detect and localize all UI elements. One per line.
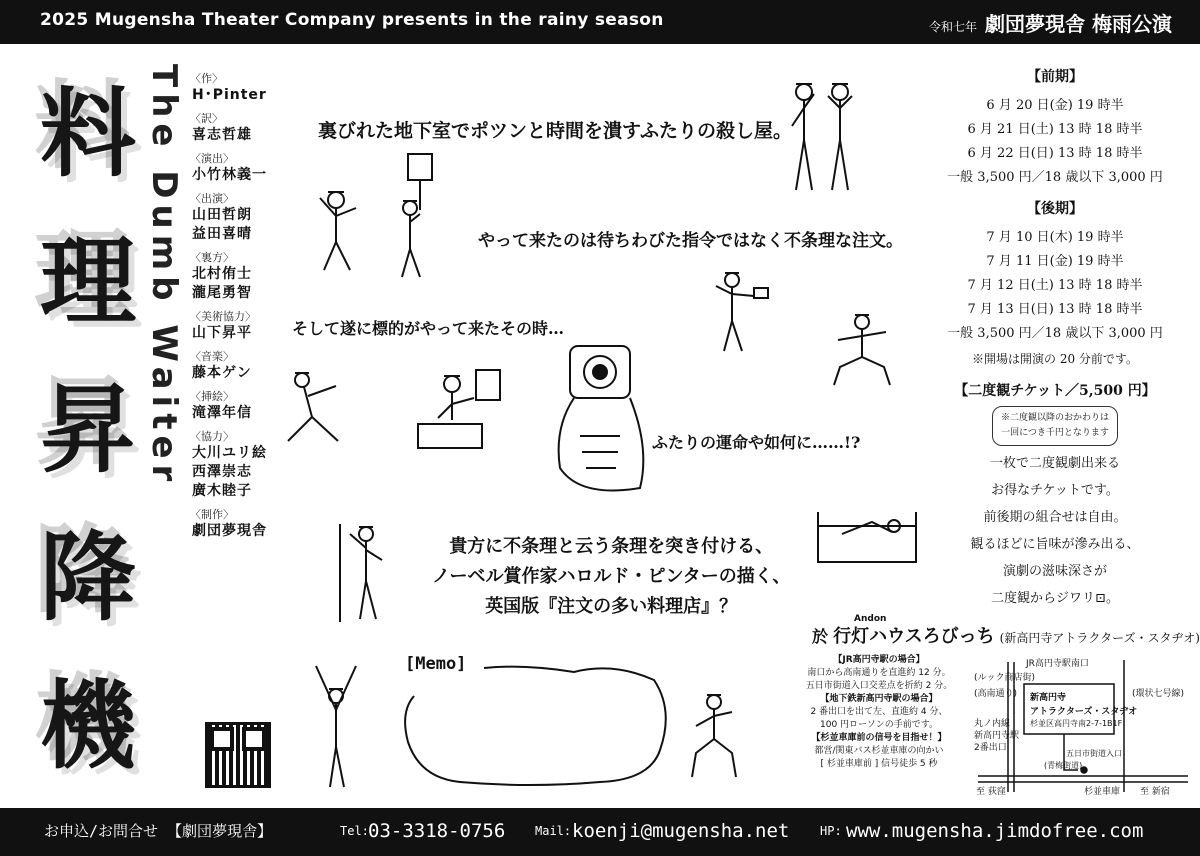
map-venue-label-1: 新高円寺 [1030,693,1067,703]
credit-role: 〈制作〉 [190,508,234,521]
schedule-panel [920,62,1190,612]
credit-name: 瀧尾勇智 [192,285,252,301]
copy-tagline-2: ノーベル賞作家ハロルド・ピンターの描く、 [432,566,791,587]
venue-line [812,614,1200,648]
credit-production [190,508,310,541]
header-title [929,8,1172,37]
access-heading-jr: 【JR高円寺駅の場合】 [833,655,925,665]
credit-name: 劇団夢現舎 [192,523,267,539]
credit-role: 〈演出〉 [190,152,234,165]
credit-role: 〈美術協力〉 [190,310,256,323]
hitman-running-illustration [282,366,362,456]
credit-name: 喜志哲雄 [192,127,252,143]
credit-cast [190,192,310,244]
credit-role: 〈訳〉 [190,112,223,125]
footer-bar [0,808,1200,856]
venue-sub: (新高円寺アトラクターズ・スタヂオ) [999,631,1200,645]
access-line: 南口から高南通りを直進約 12 分。 [807,668,951,678]
first-date-1: 6 月 20 日(金) 19 時半 [986,98,1124,113]
double-ticket-body-1: 一枚で二度観劇出来る [989,456,1120,471]
map-shinjuku: 至 新宿 [1140,787,1170,797]
header-presents-text: 2025 Mugensha Theater Company presents in the rainy season [40,10,664,30]
first-date-3: 6 月 22 日(日) 13 時 18 時半 [967,146,1143,161]
access-map[interactable] [974,656,1192,796]
second-price: 一般 3,500 円／18 歳以下 3,000 円 [947,326,1163,341]
credit-role: 〈出演〉 [190,192,234,205]
second-date-1: 7 月 10 日(木) 19 時半 [986,230,1124,245]
access-line: [ 杉並車庫前 ] 信号徒歩 5 秒 [820,759,938,769]
access-directions [784,654,974,771]
copy-line-1: 裏びれた地下室でポツンと時間を潰すふたりの殺し屋。 [318,120,793,142]
credit-role: 〈裏方〉 [190,251,234,264]
header-bar [0,0,1200,44]
map-lumine: (ルック商店街) [974,673,1036,683]
title-char: 降 [40,521,136,634]
double-ticket-body-6: 二度観からジワリ⊡。 [991,591,1119,606]
copy-line-3: そして遂に標的がやって来たその時… [292,319,565,338]
first-period-heading: 【前期】 [1027,69,1083,85]
credit-writer [190,72,310,105]
credit-name: 小竹林義一 [192,167,267,183]
double-ticket-note [992,406,1118,446]
map-itsukaichi: 五日市街道入口 [1066,749,1122,758]
credit-name: H･Pinter [192,87,267,103]
credit-role: 〈挿絵〉 [190,390,234,403]
footer-tel-link[interactable]: 03-3318-0756 [368,820,506,842]
main-title [28,60,148,800]
hitman-holding-paper-illustration [702,266,782,356]
access-line: 五日市街道入口交差点を折約 2 分。 [805,681,953,691]
title-char: 機 [40,669,136,782]
double-ticket-body-2: お得なチケットです。 [991,483,1119,498]
venue-at: 於 [812,627,829,646]
access-line: 2 番出口を出て左、直進約 4 分、 [810,707,948,717]
hitman-with-sign-illustration [390,150,450,286]
access-line: 都営/関東バス杉並車庫の向かい [814,746,944,756]
copy-line-2: やって来たのは待ちわびた指令ではなく不条理な注文。 [478,231,903,251]
double-ticket-note-1: ※二度観以降のおかわりは [1000,413,1109,423]
credit-name: 廣木睦子 [192,483,252,499]
access-line: 100 円ローソンの手前です。 [820,720,938,730]
memo-box[interactable] [398,654,678,794]
first-date-2: 6 月 21 日(土) 13 時 18 時半 [967,122,1143,137]
double-ticket-body-4: 観るほどに旨味が滲み出る、 [970,537,1140,552]
copy-line-4: ふたりの運命や如何に……!? [652,433,861,452]
second-period-heading: 【後期】 [1027,201,1083,217]
credit-translator [190,112,310,145]
footer-tel-label: Tel: [340,824,369,838]
credit-director [190,152,310,185]
second-date-4: 7 月 13 日(日) 13 時 18 時半 [967,302,1143,317]
title-char: 理 [40,225,136,338]
footer-hp-label: HP: [820,824,842,838]
copy-tagline-3: 英国版『注文の多い料理店』？ [485,596,738,617]
copy-tagline-1: 貴方に不条理と云う条理を突き付ける、 [449,536,774,557]
memo-label: [Memo] [405,654,467,674]
double-ticket-note-2: 一回につき千円となります [1001,428,1109,438]
double-ticket-body-3: 前後期の組合せは自由。 [983,510,1127,525]
map-shinkoenji: 新高円寺駅 [974,731,1020,741]
english-title: The Dumb Waiter [144,64,184,488]
credit-name: 山下昇平 [192,325,252,341]
title-char: 昇 [40,373,136,486]
footer-contact-label: お申込/お問合せ 【劇団夢現舎】 [44,822,273,840]
footer-mail-label: Mail: [535,824,572,838]
hitmen-standing-illustration [780,74,866,204]
double-ticket-heading: 【二度観チケット／5,500 円】 [954,383,1156,399]
double-ticket-body-5: 演劇の滋味深さが [1002,564,1107,579]
venue-andon: Andon [854,614,887,624]
credit-role: 〈協力〉 [190,430,234,443]
map-kounan: (高南通り) [974,689,1018,699]
opening-note: ※開場は開演の 20 分前です。 [972,352,1138,366]
map-kannana: (環状七号線) [1132,689,1185,699]
footer-mail-link[interactable]: koenji@mugensha.net [572,820,790,842]
map-ogikubo: 至 荻窪 [976,787,1006,797]
hitman-crouching-illustration [818,306,908,390]
access-heading-subway: 【地下鉄新高円寺駅の場合】 [820,694,938,704]
map-address: 杉並区高円寺南2-7-1B1F [1030,719,1123,728]
credit-name: 滝澤年信 [192,405,252,421]
credit-role: 〈音楽〉 [190,350,234,363]
footer-hp-link[interactable]: www.mugensha.jimdofree.com [846,820,1144,842]
credit-name: 山田哲朗 [192,207,252,223]
second-date-3: 7 月 12 日(土) 13 時 18 時半 [967,278,1143,293]
credit-name: 益田喜晴 [192,226,252,242]
access-heading-bus: 【杉並車庫前の信号を目指せ！】 [811,733,947,743]
credit-name: 藤本ゲン [192,365,252,381]
title-char: 料 [40,77,136,190]
hitman-at-doorway-illustration [330,520,410,626]
credit-name: 西澤崇志 [192,464,252,480]
map-garage: 杉並車庫 [1084,787,1121,797]
header-company-title: 劇団夢現舎 梅雨公演 [985,12,1172,36]
credits-list [190,72,310,548]
map-marunouchi: 丸ノ内線 [974,719,1011,729]
credit-name: 北村侑士 [192,266,252,282]
second-date-2: 7 月 11 日(金) 19 時半 [986,254,1124,269]
qr-code[interactable] [205,722,271,788]
hitman-squatting-illustration [680,686,750,786]
venue-name: 行灯ハウスろびっち [833,626,995,647]
first-price: 一般 3,500 円／18 歳以下 3,000 円 [947,170,1163,185]
map-ome: (青梅街道) [1044,761,1083,770]
revolver-illustration [540,340,660,510]
map-exit: 2番出口 [974,743,1007,753]
map-venue-label-2: アトラクターズ・スタヂオ [1030,707,1138,717]
hitman-reading-newspaper-illustration [414,364,510,454]
credit-role: 〈作〉 [190,72,223,85]
header-era: 令和七年 [929,20,978,34]
bed-illustration [812,504,922,570]
hitman-arms-raised-illustration [302,656,372,796]
copy-tagline [432,532,790,622]
hitman-talking-illustration [302,150,382,280]
map-station-label: JR高円寺駅南口 [1026,659,1089,669]
credit-staff [190,251,310,303]
credit-name: 大川ユリ絵 [192,445,267,461]
